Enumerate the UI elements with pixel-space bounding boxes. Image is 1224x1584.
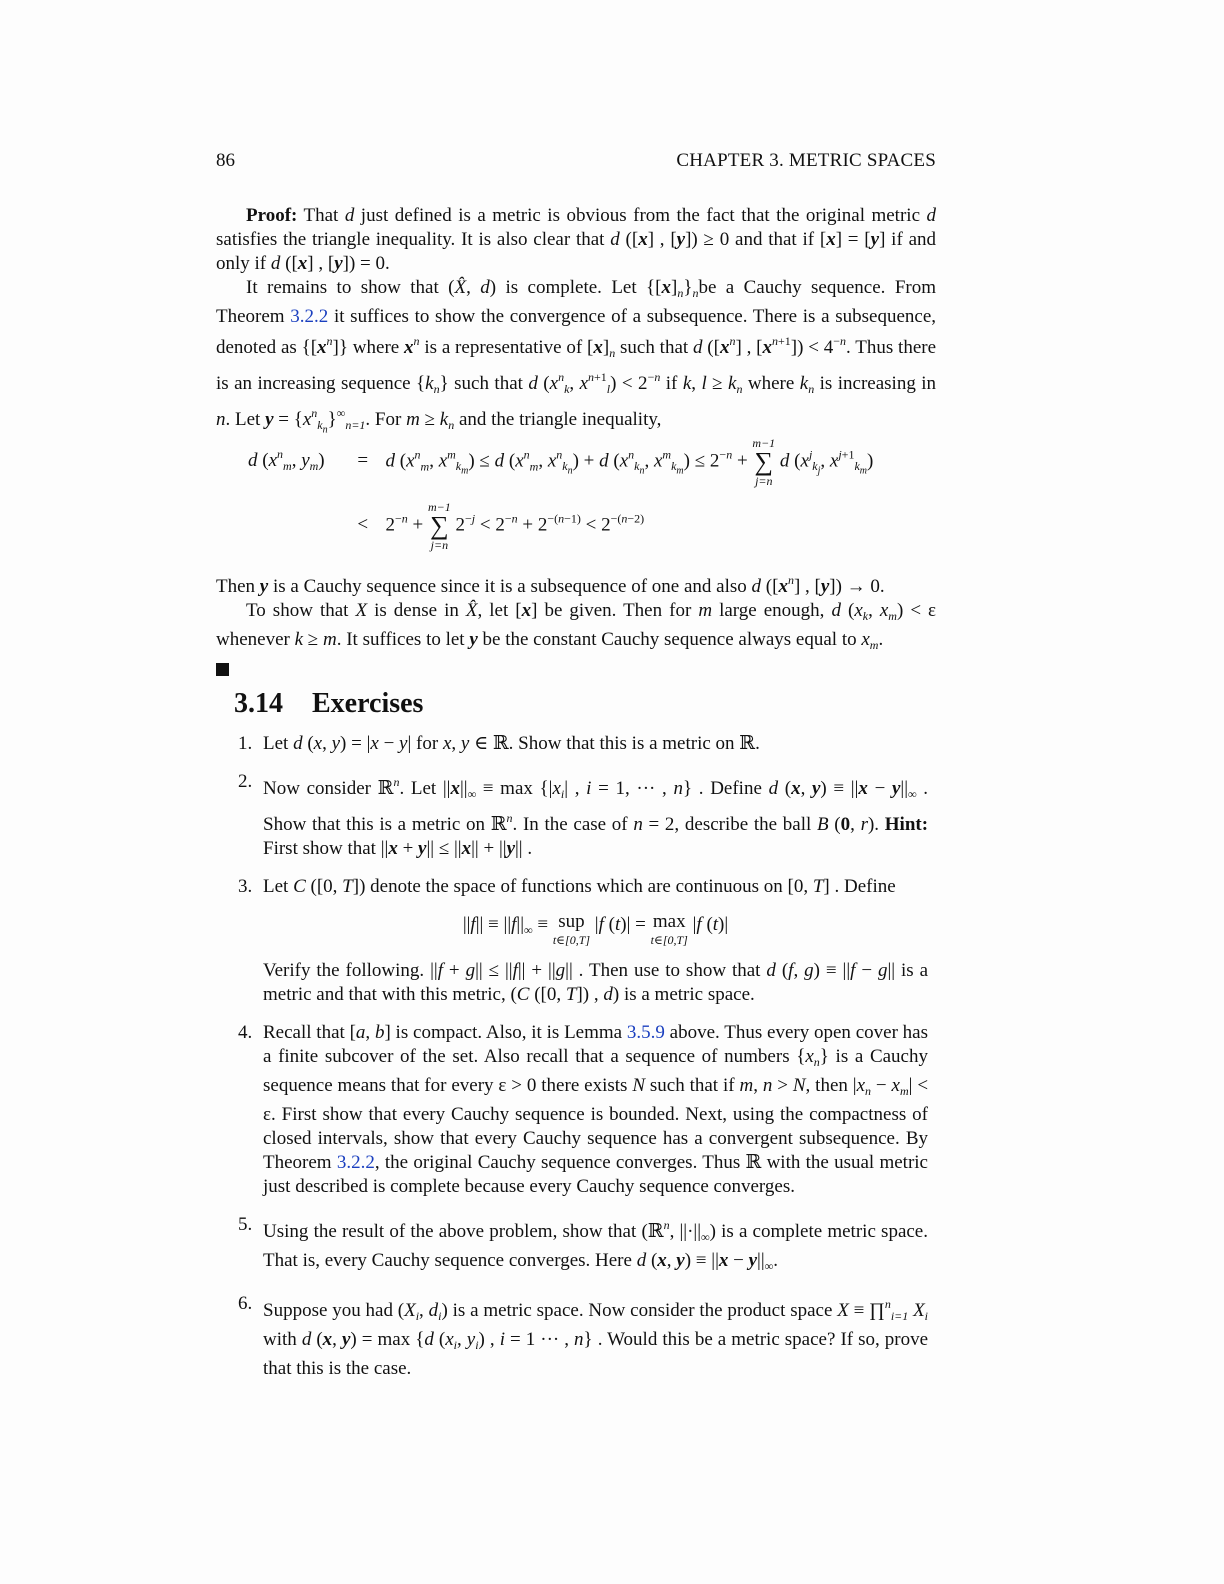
exercise-3: 3. Let C ([0, T]) denote the space of functions which are continuous on [0, T] . Define $||f|| \equiv ||f||_\infty$ ≡ sup t∈[0,T] |f (t)| = max t∈[0,T] |f (t)| Verify the following. ||f + g|| ≤ ||f|| + ||g|| . Then use to show that d (f, g) ≡ ||f − g|| is a metric and that with this metric, (C ([0, T]) , d) is a metric space. [238,876,929,1005]
proof-paragraph-2: It remains to show that (X̂, d) is complete. Let $\{[x]_n\}_nbe$ a Cauchy sequence. From Theorem 3.2.2 it suffices to show the convergence of a subsequence. There is a subsequence, denoted as $\{[x^n]\}$ where $x^n$ is a representative of $[x]_n$ such that d ($[x^n]$ , $[x^{n+1}]) < 4^{-n}$. Thus there is an increasing sequence $\{k_n\}$ such that d ($x^n_k$, $x^{n+1}_l) < 2^{-n}$ if k, $l \ge k_n$ where $k_n$ is increasing in n. Let $y = \{x^n_{k_n}\}^\infty_{n=1}$. For $m \ge k_n$ and the triangle inequality, [216,277,937,436]
proof-block-end [216,568,936,683]
exercise-4: 4. Recall that [a, b] is compact. Also, it is Lemma 3.5.9 above. Thus every open cover has a finite subcover of the set. Also recall that a sequence of numbers $\{x_n\}$ is a Cauchy sequence means that for every ε > 0 there exists N such that if m, n > N, then $|x_n - x_m| < \varepsilon$. First show that every Cauchy sequence is bounded. Next, using the compactness of closed intervals, show that every Cauchy sequence has a convergent subsequence. By Theorem 3.2.2, the original Cauchy sequence converges. Thus ℝ with the usual metric just described is complete because every Cauchy sequence converges. [238,1022,929,1197]
lemma-link-3-5-9[interactable]: 3.5.9 [626,1022,665,1043]
equation-line-1: d ($x^n_m$, $y_m) = d$ ($x^n_m$, $x^m_{k_m}) \le d$ ($x^n_m$, $x^n_{k_n}) + d$ ($x^n_{k_n}$, $x^m_{k_m}) \le 2^{-n}$ + m−1 ∑ j=n d ($x^j_{k_j}$, $x^{j+1}_{k_m}$) [248,436,874,488]
proof-paragraph-1: Proof: That d just defined is a metric is obvious from the fact that the original metric d satisfies the triangle inequality. It is also clear that d ([x] , [y]) ≥ 0 and that if [x] = [y] if and only if d ([x] , [y]) = 0. [216,205,937,274]
section-heading [234,688,423,720]
exercise-6: 6. Suppose you had ($X_i$, $d_i$) is a metric space. Now consider the product space X ≡ ∏$^n_{i=1}$ $X_i$ with d (x, y) = max {d ($x_i$, $y_i$) , i = 1 ··· , n} . Would this be a metric space? If so, prove that this is the case. [238,1293,929,1379]
chapter-title: CHAPTER 3. METRIC SPACES [676,150,936,171]
sup-norm-equation: $||f|| \equiv ||f||_\infty$ ≡ sup t∈[0,T] |f (t)| = max t∈[0,T] |f (t)| [462,911,729,947]
equation-line-2: < $2^{-n}$ + m−1 ∑ j=n $2^{-j} < 2^{-n} + 2^{-(n-1)} < 2^{-(n-2)}$ [357,500,645,552]
theorem-link-3-2-2-b[interactable]: 3.2.2 [336,1152,375,1173]
proof-paragraph-4: To show that X is dense in X̂, let [x] be given. Then for m large enough, d ($x_k$, $x_m) < \varepsilon$ whenever k ≥ m. It suffices to let y be the constant Cauchy sequence always equal to $x_m$. [216,600,937,652]
page-number: 86 [216,150,235,171]
proof-paragraph-3: Then y is a Cauchy sequence since it is a subsequence of one and also d ($[x^n]$ , [y]) → 0. [216,573,885,597]
section-number: 3.14 [234,688,283,719]
exercise-1: 1. Let d (x, y) = |x − y| for x, y ∈ ℝ. Show that this is a metric on ℝ. [238,733,760,754]
exercise-5: 5. Using the result of the above problem, show that (ℝ$^n$, $||\cdot||_\infty$) is a complete metric space. That is, every Cauchy sequence converges. Here d (x, $y) \equiv ||x - y||_\infty$. [238,1214,928,1273]
theorem-link-3-2-2[interactable]: 3.2.2 [290,306,329,327]
exercise-list [216,732,928,1395]
section-title: Exercises [312,688,424,719]
qed-square-icon [216,663,229,676]
proof-label: Proof: [246,205,298,226]
proof-block [216,204,936,442]
exercise-2: 2. Now consider ℝ$^n$. Let $||x||_\infty \equiv \max \{|x_i|$ , i = 1, ··· , n} . Define d (x, $y) \equiv ||x - y||_\infty$ . Show that this is a metric on ℝ$^n$. In the case of n = 2, describe the ball B (0, r). Hint: First show that ||x + y|| ≤ ||x|| + ||y|| . [238,771,929,859]
